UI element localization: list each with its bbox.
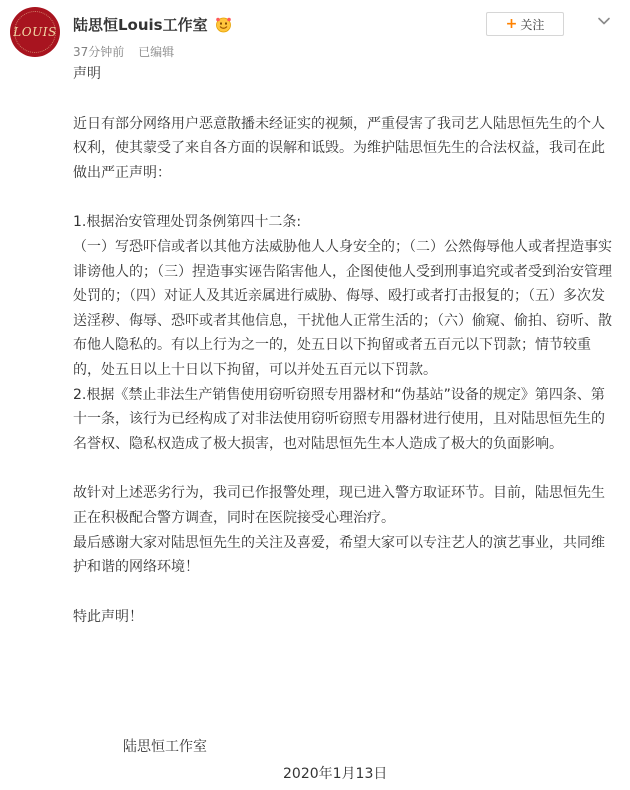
follow-button[interactable] (486, 12, 564, 36)
avatar[interactable] (10, 7, 60, 57)
post-body (73, 60, 613, 629)
paragraph-4: 最后感谢大家对陆思恒先生的关注及喜爱，希望大家可以专注艺人的演艺事业，共同维护和谐的网络环境！ (73, 534, 605, 576)
clause-2: 2.根据《禁止非法生产销售使用窃听窃照专用器材和“伪基站”设备的规定》第四条、第十一条，该行为已经构成了对非法使用窃听窃照专用器材进行使用，且对陆思恒先生的名誉权、隐私权造成了极大损害，也对陆思恒先生本人造成了极大的负面影响。 (73, 386, 605, 452)
signature: 陆思恒工作室 (123, 739, 207, 755)
post-time[interactable]: 37分钟前 (73, 45, 125, 59)
author-row (73, 13, 232, 35)
clause-1-body: （一）写恐吓信或者以其他方法威胁他人人身安全的；（二）公然侮辱他人或者捏造事实诽谤他人的；（三）捏造事实诬告陷害他人，企图使他人受到刑事追究或者受到治安管理处罚的；（四）对证人及其近亲属进行威胁、侮辱、殴打或者打击报复的；（五）多次发送淫秽、侮辱、恐吓或者其他信息，干扰他人正常生活的；（六）偷窥、偷拍、窃听、散布他人隐私的。有以上行为之一的，处五日以下拘留或者五百元以下罚款；情节较重的，处五日以上十日以下拘留，可以并处五百元以下罚款。 (73, 238, 612, 378)
clause-1-heading: 1.根据治安管理处罚条例第四十二条: (73, 214, 302, 231)
follow-label: 关注 (520, 17, 545, 32)
post-title: 声明 (73, 66, 101, 82)
avatar-ring (14, 11, 56, 53)
emoji-badge-icon (215, 16, 232, 33)
post-date: 2020年1月13日 (283, 766, 388, 782)
avatar-logo-text: LOUIS (13, 25, 57, 39)
closing-line: 特此声明！ (73, 608, 143, 625)
author-name[interactable]: 陆思恒Louis工作室 (73, 15, 208, 34)
intro-paragraph: 近日有部分网络用户恶意散播未经证实的视频，严重侵害了我司艺人陆思恒先生的个人权利，使其蒙受了来自各方面的误解和诋毁。为维护陆思恒先生的合法权益，我司在此做出严正声明： (73, 115, 605, 181)
paragraph-3: 故针对上述恶劣行为，我司已作报警处理，现已进入警方取证环节。目前，陆思恒先生正在积极配合警方调查，同时在医院接受心理治疗。 (73, 485, 605, 526)
chevron-down-icon[interactable] (596, 13, 612, 29)
plus-icon: + (505, 16, 518, 32)
edited-label[interactable]: 已编辑 (138, 45, 175, 59)
post-meta (73, 43, 174, 60)
